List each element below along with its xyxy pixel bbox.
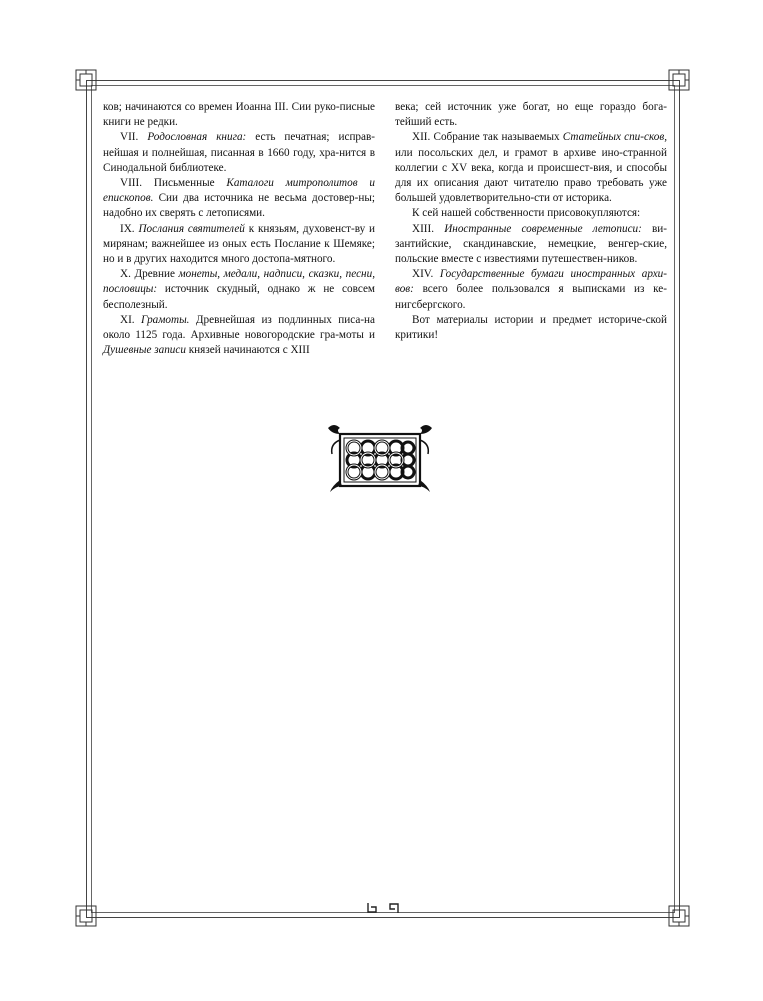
- left-text-column: [103, 100, 375, 358]
- corner-ornament-top-right: [668, 69, 690, 91]
- paragraph: [103, 313, 375, 359]
- paragraph-text: князей начинаются с XIII: [185, 344, 310, 357]
- paragraph: [103, 176, 375, 222]
- folio-ornament-left: [365, 901, 379, 915]
- item-title: Грамоты.: [141, 313, 190, 326]
- item-title: Душевные записи: [103, 344, 186, 357]
- paragraph: [103, 222, 375, 268]
- paragraph-text: Древние: [130, 268, 179, 281]
- item-title: Иностранные современные летописи:: [444, 222, 642, 235]
- paragraph: [103, 130, 375, 176]
- paragraph: [395, 206, 667, 221]
- item-number: IX.: [120, 222, 135, 235]
- paragraph: [103, 267, 375, 313]
- paragraph-text: К сей нашей собственности присовокупляются:: [412, 207, 641, 220]
- item-title: монеты, медали, надписи, сказки, песни, пословицы:: [103, 268, 375, 296]
- corner-ornament-top-left: [75, 69, 97, 91]
- knotwork-ornament: [324, 420, 436, 496]
- item-title: Каталоги митрополитов и епископов.: [103, 177, 376, 205]
- paragraph: [395, 313, 667, 343]
- paragraph-text: Собрание так называемых: [430, 131, 563, 144]
- paragraph: [395, 130, 667, 206]
- corner-ornament-bottom-left: [75, 905, 97, 927]
- right-text-column: [395, 100, 667, 343]
- paragraph-text: ков; начинаются со времен Иоанна III. Сии руко-писные книги не редки.: [103, 101, 375, 129]
- paragraph: [395, 267, 667, 313]
- corner-ornament-bottom-right: [668, 905, 690, 927]
- item-number: VIII.: [120, 177, 143, 190]
- paragraph: [395, 222, 667, 268]
- paragraph: [103, 100, 375, 130]
- item-title: Послания святителей: [138, 222, 245, 235]
- item-number: XI.: [120, 313, 135, 326]
- paragraph-text: Письменные: [142, 177, 227, 190]
- paragraph-text: века; сей источник уже богат, но еще гораздо бога-тейший есть.: [395, 101, 667, 129]
- item-number: VII.: [120, 131, 139, 144]
- item-number: XIII.: [412, 222, 435, 235]
- item-title: Статейных спи-сков,: [562, 131, 667, 144]
- paragraph-text: Сии два источника не весьма достовер-ны; надобно их сверять с летописями.: [103, 192, 375, 220]
- paragraph-text: к князьям, духовенст-ву и мирянам; важнейшее из оных есть Послание к Шемяке; но и в других находится много достопа-мятного.: [103, 222, 376, 266]
- item-number: X.: [120, 268, 131, 281]
- paragraph: [395, 100, 667, 130]
- paragraph-text: есть печатная; исправ-нейшая и полнейшая, писанная в 1660 году, хра-нится в Синодальной библиотеке.: [103, 131, 375, 174]
- paragraph-text: источник скудный, однако ж не совсем бесполезный.: [103, 283, 375, 311]
- paragraph-text: Древнейшая из подлинных писа-на около 1125 года. Архивные новогородские гра-моты и: [103, 313, 376, 342]
- item-title: Государственные бумаги иностранных архи-вов:: [395, 268, 667, 296]
- paragraph-text: ви-зантийские, скандинавские, немецкие, венгер-ские, польские вместе с известиями путешествен-ников.: [395, 222, 667, 266]
- paragraph-text: или посольских дел, и грамот в архиве ино-странной коллегии с XV века, когда и происшест-вия, и способы для их описания дают читателю право требовать уже большей удовлетворительно-сти от историка.: [395, 146, 667, 205]
- folio-ornament-right: [387, 901, 401, 915]
- item-number: XII.: [412, 131, 431, 144]
- paragraph-text: Вот материалы истории и предмет историче-ской критики!: [395, 313, 667, 342]
- paragraph-text: всего более пользовался я выписками из ке-нигсбергского.: [395, 283, 667, 311]
- item-number: XIV.: [412, 268, 434, 281]
- item-title: Родословная книга:: [147, 131, 247, 144]
